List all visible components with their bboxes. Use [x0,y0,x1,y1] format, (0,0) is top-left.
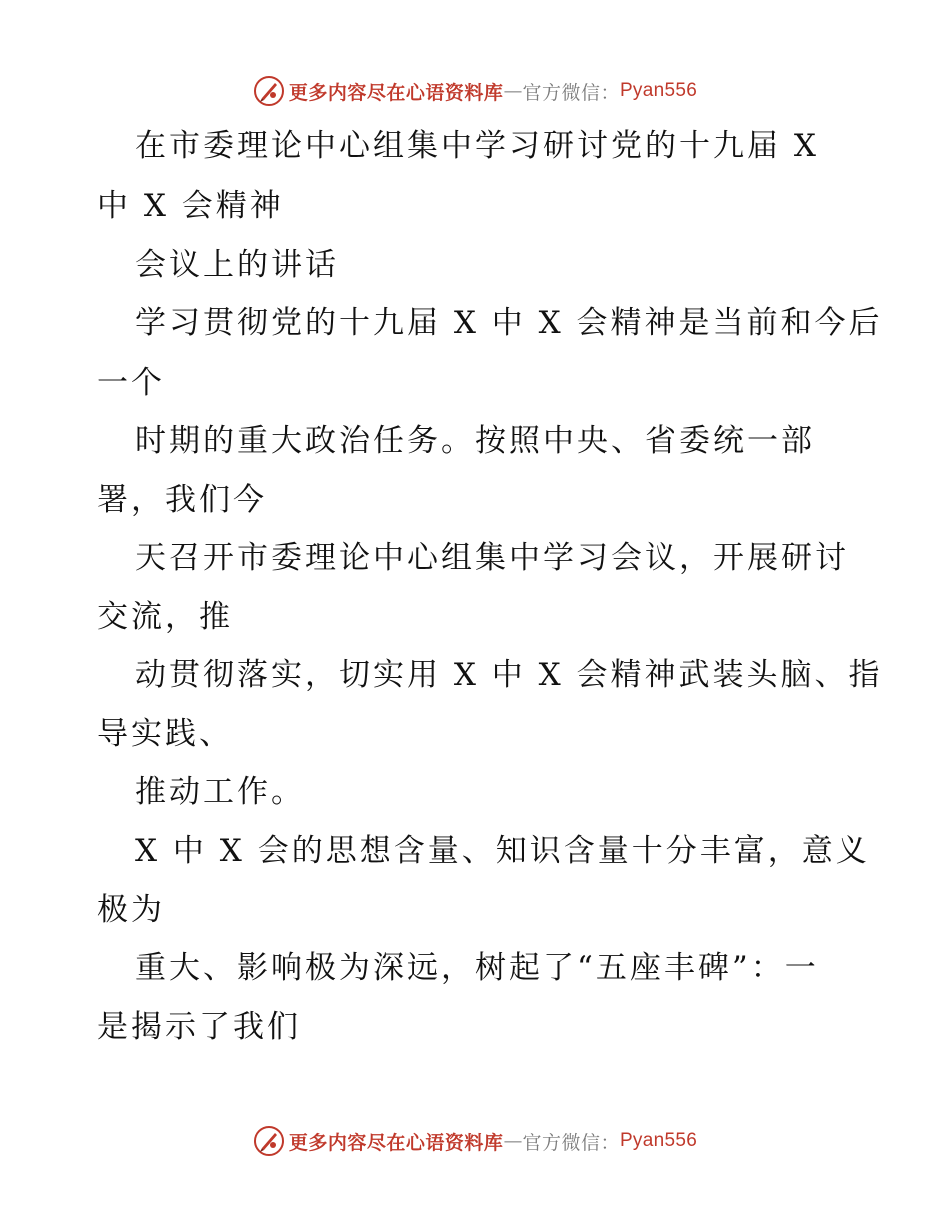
paragraph-line: 导实践、 [97,716,233,752]
paragraph-line: 学习贯彻党的十九届 X 中 X 会精神是当前和今后 [135,305,883,341]
banner-wechat-handle: Pyan556 [619,80,698,101]
banner-wechat-label: 官方微信： [522,81,620,104]
banner-dash: — [503,1130,523,1152]
paragraph-line: 是揭示了我们 [97,1009,301,1045]
paragraph-line: 重大、影响极为深远，树起了“五座丰碑”：一 [135,950,819,986]
banner-promo-text: 更多内容尽在心语资料库 [288,81,504,104]
paragraph-line: X 中 X 会的思想含量、知识含量十分丰富，意义 [135,833,870,869]
paragraph-line: 署，我们今 [97,482,267,518]
banner-promo-text: 更多内容尽在心语资料库 [288,1131,504,1154]
paragraph-line: 极为 [97,892,165,928]
quill-pen-logo-icon [253,75,285,107]
header-banner [0,71,950,111]
banner-wechat-handle: Pyan556 [619,1130,698,1151]
subtitle-line: 会议上的讲话 [135,247,339,283]
paragraph-line: 时期的重大政治任务。按照中央、省委统一部 [135,423,815,459]
title-line-2: 中 X 会精神 [97,188,284,224]
banner-wechat-label: 官方微信： [522,1131,620,1154]
paragraph-line: 天召开市委理论中心组集中学习会议，开展研讨 [135,540,849,576]
paragraph-line: 一个 [97,365,165,401]
paragraph-line: 动贯彻落实，切实用 X 中 X 会精神武装头脑、指 [135,657,883,693]
paragraph-line: 交流，推 [97,599,233,635]
paragraph-line: 推动工作。 [135,774,305,810]
quill-pen-logo-icon [253,1125,285,1157]
title-line-1: 在市委理论中心组集中学习研讨党的十九届 X [135,128,819,164]
banner-dash: — [503,80,523,102]
footer-banner [0,1121,950,1161]
